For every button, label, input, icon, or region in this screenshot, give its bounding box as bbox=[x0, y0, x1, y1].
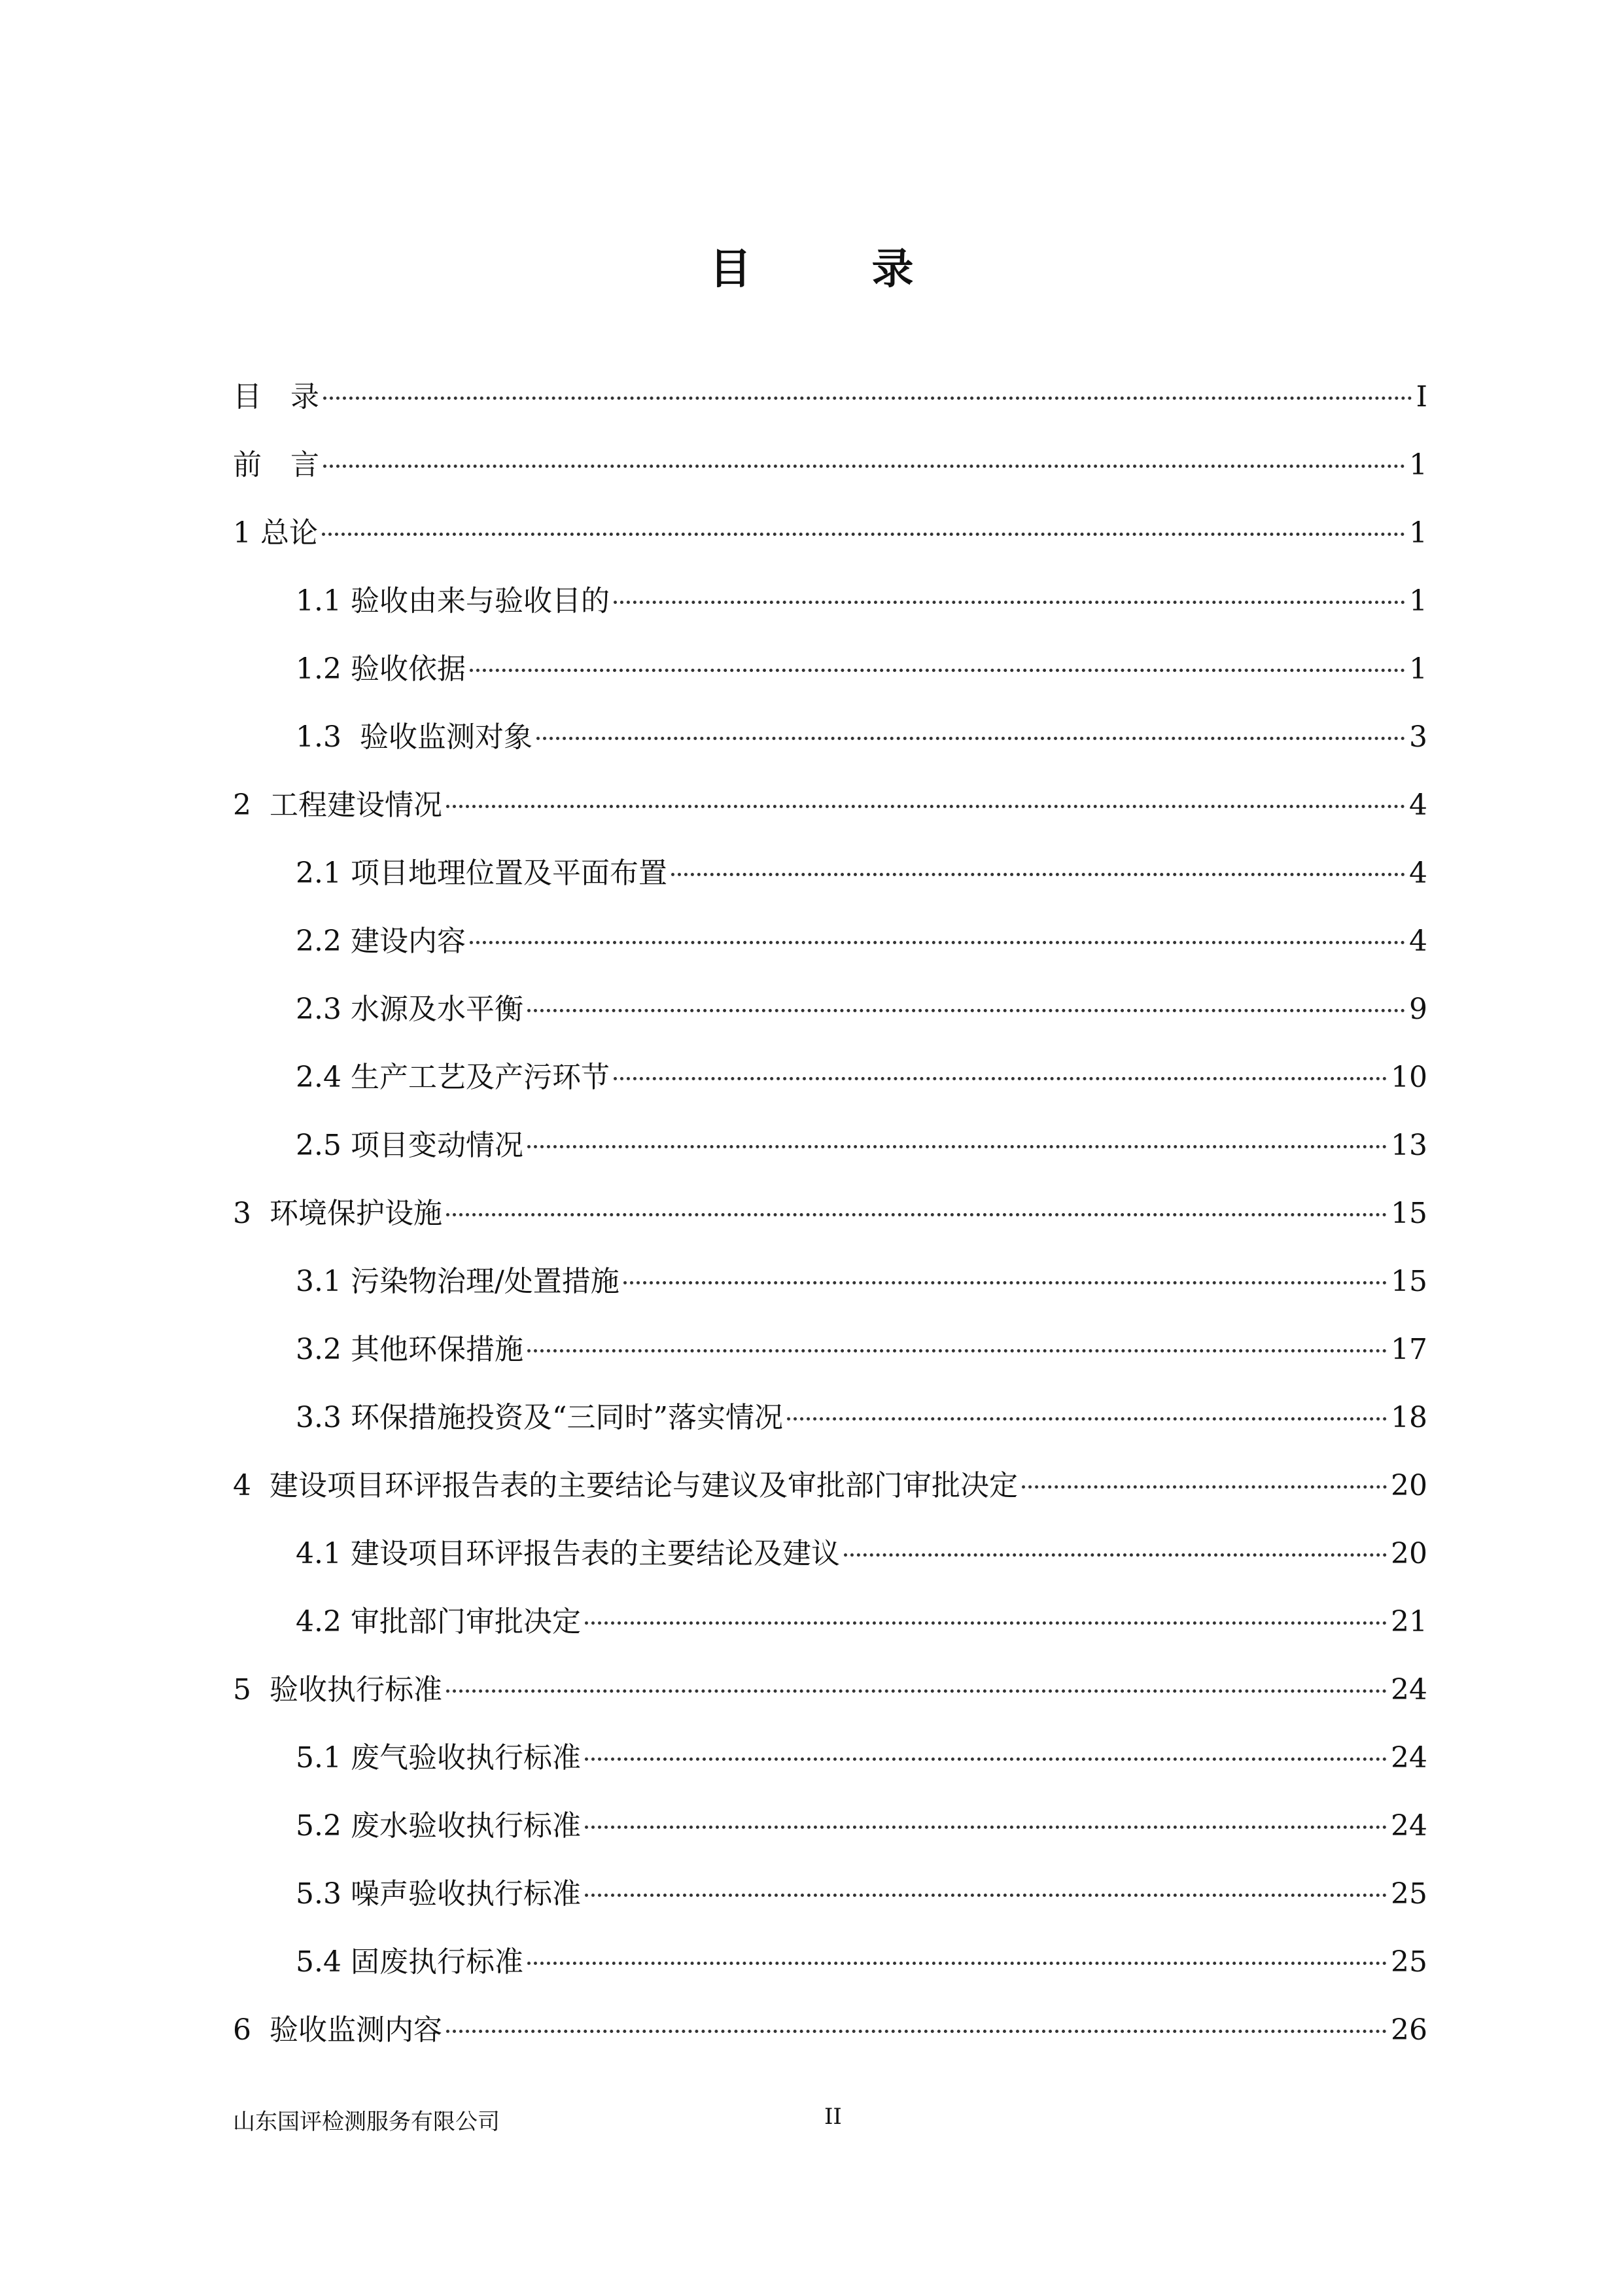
toc-entry[interactable] bbox=[233, 1588, 1427, 1656]
toc-entry-label: 4.2 审批部门审批决定 bbox=[296, 1605, 581, 1638]
footer-page-number: II bbox=[824, 2104, 842, 2130]
toc-entry-page: 20 bbox=[1391, 1537, 1427, 1570]
toc-entry-page: 15 bbox=[1391, 1265, 1427, 1298]
toc-entry[interactable] bbox=[233, 1248, 1427, 1316]
toc-entry-label: 1.2 验收依据 bbox=[296, 652, 466, 686]
toc-entry[interactable] bbox=[233, 1860, 1427, 1928]
toc-entry-label: 1 总论 bbox=[233, 516, 318, 550]
toc-entry[interactable] bbox=[233, 1316, 1427, 1384]
toc-entry-label: 6 验收监测内容 bbox=[233, 2013, 442, 2047]
toc-entry-page: 24 bbox=[1391, 1741, 1427, 1775]
toc-entry-page: 15 bbox=[1391, 1197, 1427, 1230]
toc-entry-label: 5.1 废气验收执行标准 bbox=[296, 1741, 581, 1775]
toc-entry-label: 3 环境保护设施 bbox=[233, 1197, 442, 1230]
toc-entry[interactable] bbox=[233, 1112, 1427, 1180]
toc-leader-dots bbox=[623, 1281, 1387, 1284]
toc-entry[interactable] bbox=[233, 363, 1427, 431]
toc-leader-dots bbox=[322, 533, 1405, 536]
toc-entry-page: 10 bbox=[1391, 1061, 1427, 1094]
toc-entry-label: 5.2 废水验收执行标准 bbox=[296, 1809, 581, 1843]
page-title: 目 录 bbox=[709, 245, 953, 294]
footer-company: 山东国评检测服务有限公司 bbox=[233, 2109, 500, 2135]
toc-leader-dots bbox=[323, 397, 1412, 400]
toc-entry-label: 目 录 bbox=[233, 380, 319, 414]
toc-entry-label: 2.1 项目地理位置及平面布置 bbox=[296, 857, 667, 890]
toc-entry[interactable] bbox=[233, 1928, 1427, 1996]
toc-entry[interactable] bbox=[233, 908, 1427, 976]
toc-entry[interactable] bbox=[233, 499, 1427, 567]
toc-entry[interactable] bbox=[233, 431, 1427, 499]
toc-entry-label: 1.1 验收由来与验收目的 bbox=[296, 584, 610, 618]
toc-leader-dots bbox=[1022, 1485, 1387, 1489]
toc-leader-dots bbox=[585, 1621, 1387, 1625]
toc-leader-dots bbox=[614, 1077, 1387, 1080]
toc-leader-dots bbox=[470, 669, 1405, 672]
toc-entry[interactable] bbox=[233, 567, 1427, 635]
toc-leader-dots bbox=[527, 1145, 1387, 1148]
toc-entry-label: 1.3 验收监测对象 bbox=[296, 720, 532, 754]
toc-entry-page: 9 bbox=[1409, 993, 1427, 1026]
toc-entry-page: 24 bbox=[1391, 1809, 1427, 1843]
toc-entry[interactable] bbox=[233, 771, 1427, 839]
toc-leader-dots bbox=[446, 805, 1405, 808]
toc-entry-page: I bbox=[1416, 380, 1427, 414]
toc-entry[interactable] bbox=[233, 1452, 1427, 1520]
toc-entry[interactable] bbox=[233, 1044, 1427, 1112]
toc-entry-label: 4 建设项目环评报告表的主要结论与建议及审批部门审批决定 bbox=[233, 1469, 1018, 1502]
table-of-contents bbox=[233, 363, 1427, 2064]
toc-entry-label: 4.1 建设项目环评报告表的主要结论及建议 bbox=[296, 1537, 840, 1570]
toc-leader-dots bbox=[787, 1417, 1387, 1421]
toc-entry[interactable] bbox=[233, 1180, 1427, 1248]
toc-entry[interactable] bbox=[233, 1656, 1427, 1724]
toc-entry[interactable] bbox=[233, 703, 1427, 771]
toc-leader-dots bbox=[323, 465, 1405, 468]
toc-entry-label: 2.2 建设内容 bbox=[296, 925, 466, 958]
toc-entry-page: 1 bbox=[1409, 652, 1427, 686]
toc-leader-dots bbox=[527, 1009, 1405, 1012]
toc-entry-page: 1 bbox=[1409, 584, 1427, 618]
toc-entry-page: 1 bbox=[1409, 516, 1427, 550]
toc-entry-label: 2 工程建设情况 bbox=[233, 788, 442, 822]
toc-entry-page: 13 bbox=[1391, 1129, 1427, 1162]
toc-entry-label: 3.2 其他环保措施 bbox=[296, 1333, 523, 1366]
toc-leader-dots bbox=[671, 873, 1405, 876]
toc-entry-label: 前 言 bbox=[233, 448, 319, 482]
toc-entry[interactable] bbox=[233, 839, 1427, 908]
toc-entry-page: 4 bbox=[1409, 857, 1427, 890]
toc-entry-label: 3.1 污染物治理/处置措施 bbox=[296, 1265, 620, 1298]
toc-entry[interactable] bbox=[233, 1792, 1427, 1860]
toc-entry-page: 20 bbox=[1391, 1469, 1427, 1502]
toc-entry-page: 17 bbox=[1391, 1333, 1427, 1366]
toc-leader-dots bbox=[536, 737, 1405, 740]
toc-leader-dots bbox=[527, 1349, 1387, 1352]
toc-entry[interactable] bbox=[233, 1724, 1427, 1792]
toc-leader-dots bbox=[585, 1894, 1387, 1897]
toc-entry-label: 2.3 水源及水平衡 bbox=[296, 993, 523, 1026]
toc-leader-dots bbox=[446, 1689, 1387, 1693]
toc-entry[interactable] bbox=[233, 1384, 1427, 1452]
page-footer bbox=[233, 2104, 1427, 2143]
toc-leader-dots bbox=[470, 941, 1405, 944]
toc-entry-page: 1 bbox=[1409, 448, 1427, 482]
toc-entry-label: 2.5 项目变动情况 bbox=[296, 1129, 523, 1162]
toc-entry-page: 4 bbox=[1409, 925, 1427, 958]
toc-entry-page: 3 bbox=[1409, 720, 1427, 754]
toc-entry-page: 18 bbox=[1391, 1401, 1427, 1434]
toc-leader-dots bbox=[446, 1213, 1387, 1216]
toc-entry[interactable] bbox=[233, 635, 1427, 703]
toc-entry-label: 5 验收执行标准 bbox=[233, 1673, 442, 1706]
toc-leader-dots bbox=[527, 1962, 1387, 1965]
toc-leader-dots bbox=[446, 2030, 1387, 2033]
toc-entry-page: 25 bbox=[1391, 1945, 1427, 1979]
toc-entry[interactable] bbox=[233, 976, 1427, 1044]
toc-entry-label: 3.3 环保措施投资及“三同时”落实情况 bbox=[296, 1401, 783, 1434]
toc-leader-dots bbox=[844, 1553, 1387, 1557]
toc-entry-page: 25 bbox=[1391, 1877, 1427, 1911]
toc-entry-page: 26 bbox=[1391, 2013, 1427, 2047]
toc-entry-page: 21 bbox=[1391, 1605, 1427, 1638]
toc-entry[interactable] bbox=[233, 1996, 1427, 2064]
toc-entry-page: 4 bbox=[1409, 788, 1427, 822]
toc-entry[interactable] bbox=[233, 1520, 1427, 1588]
toc-leader-dots bbox=[614, 601, 1405, 604]
toc-entry-page: 24 bbox=[1391, 1673, 1427, 1706]
toc-entry-label: 2.4 生产工艺及产污环节 bbox=[296, 1061, 610, 1094]
toc-leader-dots bbox=[585, 1757, 1387, 1761]
toc-leader-dots bbox=[585, 1826, 1387, 1829]
toc-entry-label: 5.4 固废执行标准 bbox=[296, 1945, 523, 1979]
toc-entry-label: 5.3 噪声验收执行标准 bbox=[296, 1877, 581, 1911]
